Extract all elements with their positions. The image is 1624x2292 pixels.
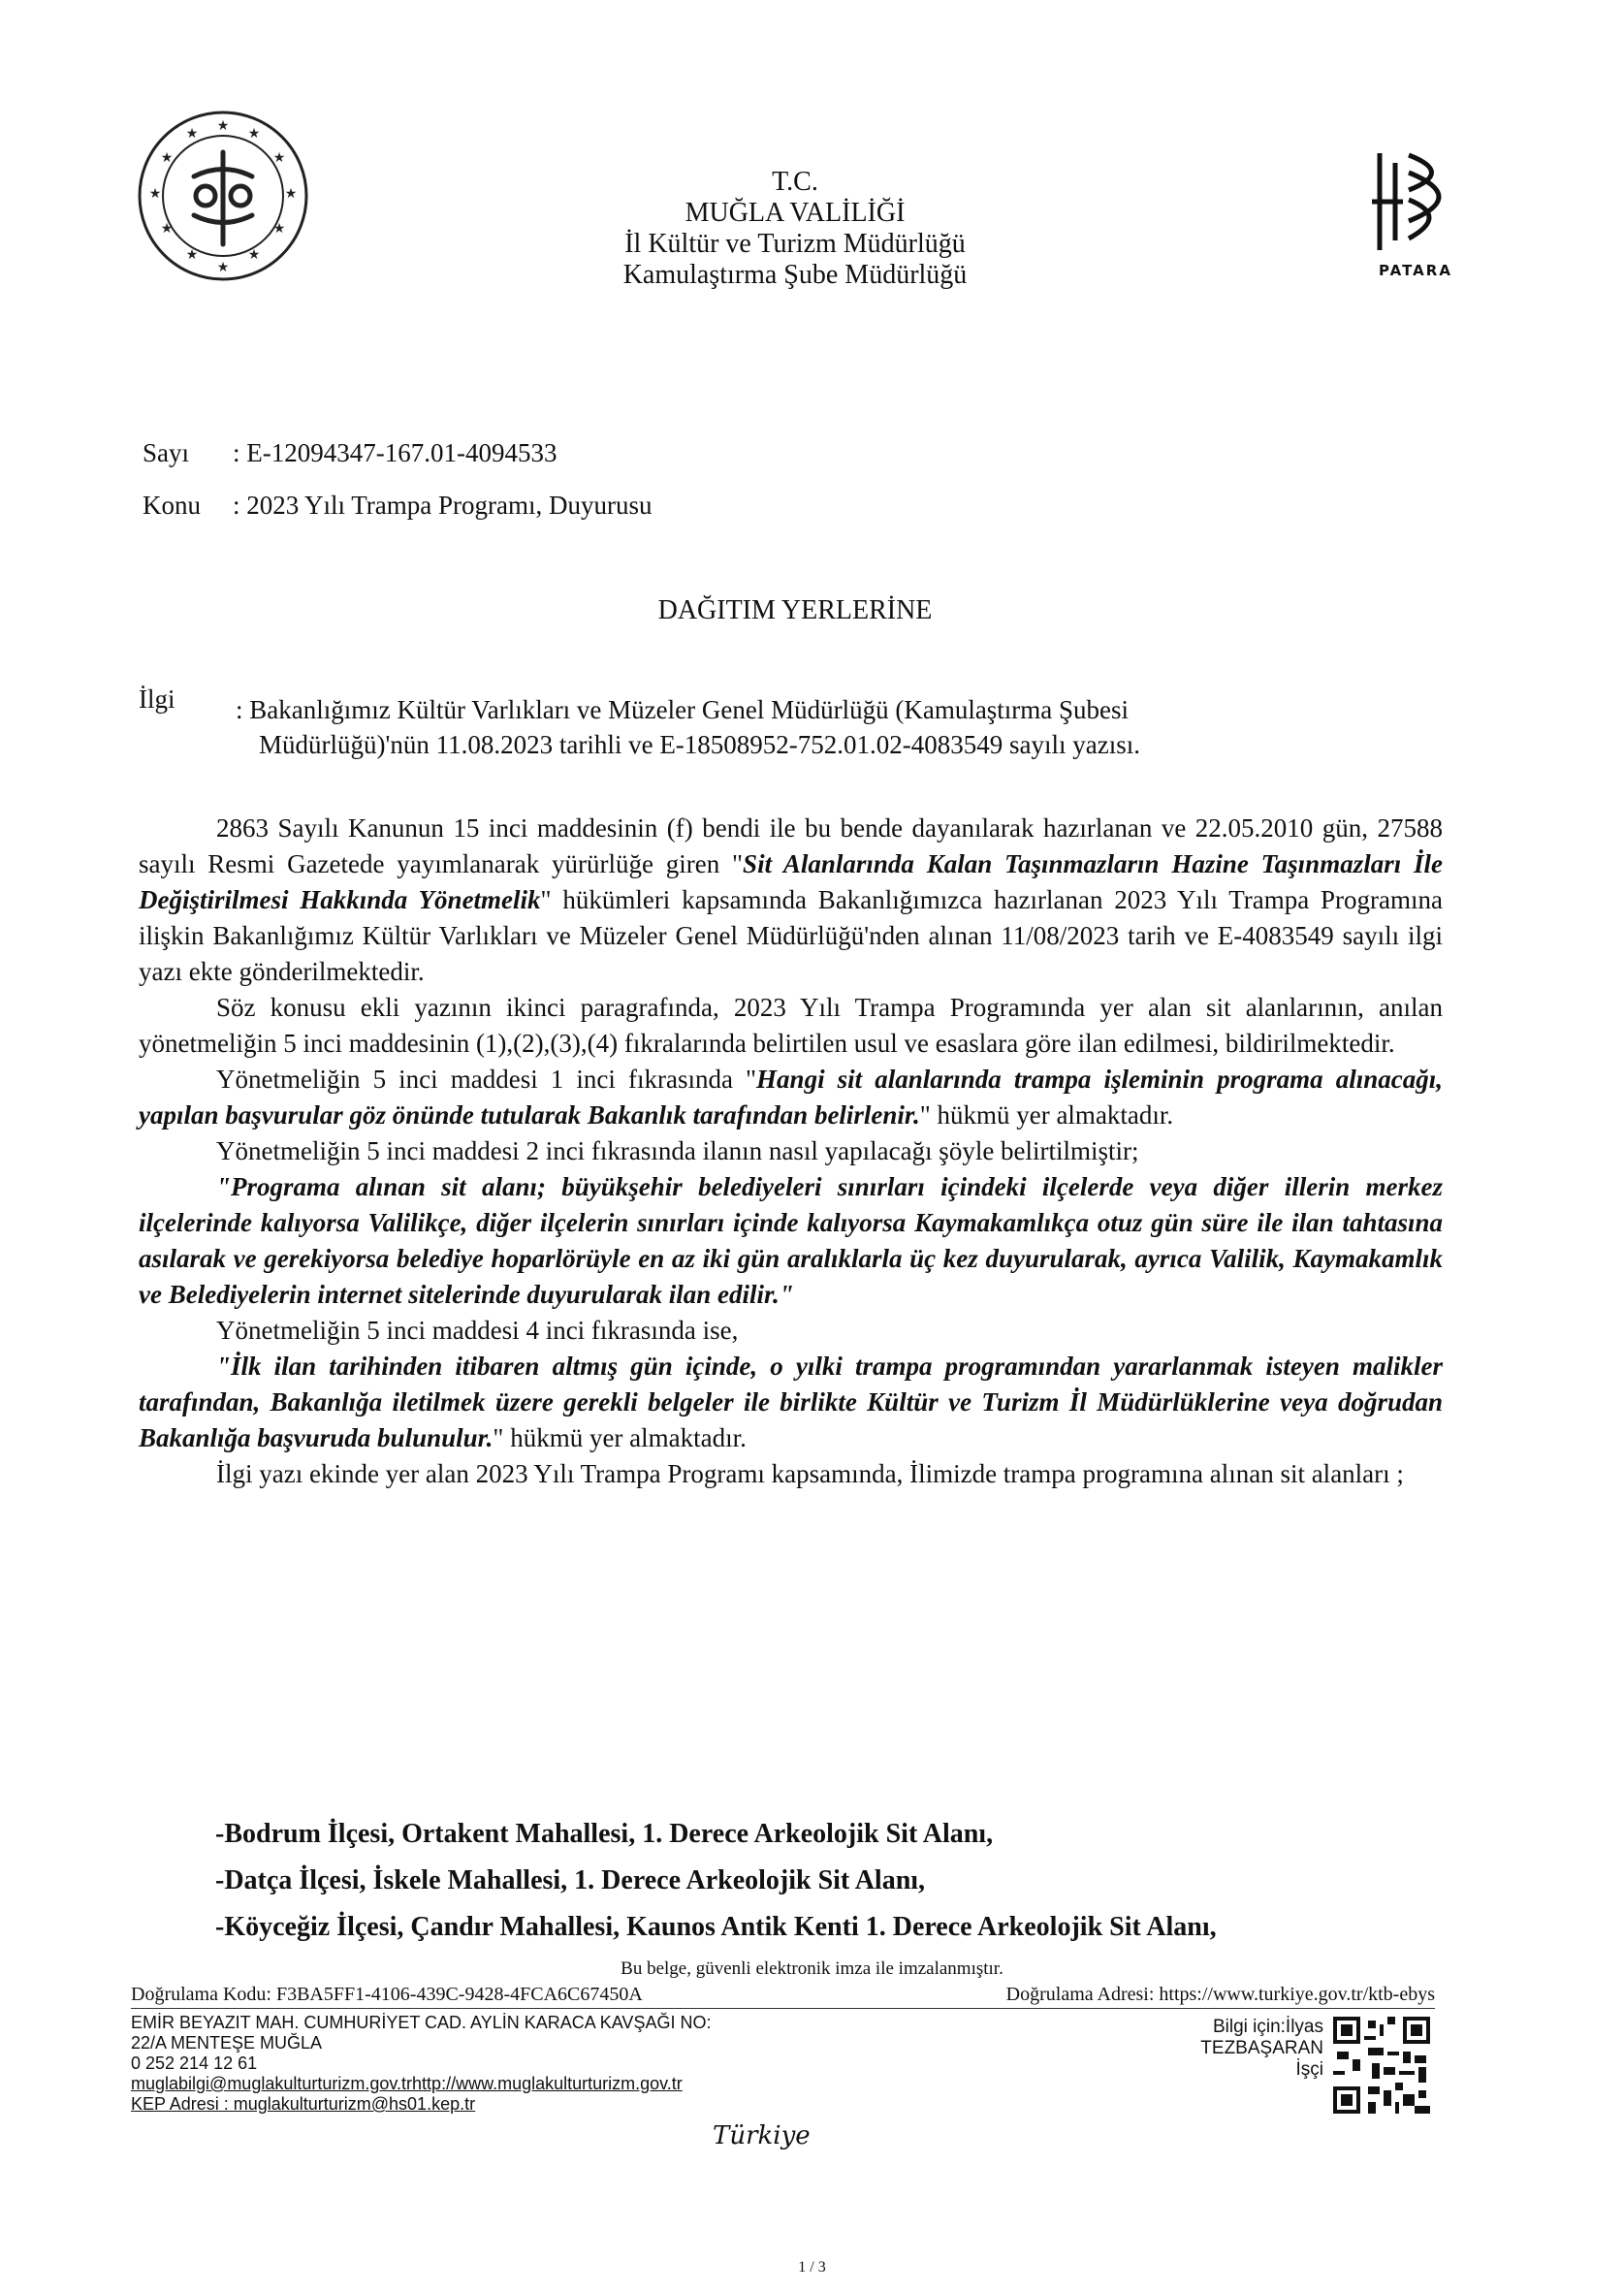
contact-line-2: TEZBAŞARAN — [1200, 2038, 1323, 2058]
paragraph-4: Yönetmeliğin 5 inci maddesi 2 inci fıkrasında ilanın nasıl yapılacağı şöyle belirtilmiştir; — [216, 1136, 1139, 1165]
kep-address[interactable]: KEP Adresi : muglakulturturizm@hs01.kep.tr — [131, 2094, 476, 2114]
p5-close-quote: " — [779, 1280, 794, 1309]
konu-label: Konu — [143, 491, 201, 520]
p1-text-c: " hükümleri kapsamında Bakanlığımızca hazırlanan 2023 Yılı Trampa Programına ilişkin Bakanlığımız Kültür Varlıkları ve Müzeler Genel Müdürlüğü'nden alınan 11/08/2023 tarih ve E-4083549 sayılı ilgi yazı ekte gönderilmektedir. — [139, 885, 1443, 986]
paragraph-8: İlgi yazı ekinde yer alan 2023 Yılı Trampa Programı kapsamında, İlimizde trampa programına alınan sit alanları ; — [216, 1459, 1404, 1488]
p5-quote: Programa alınan sit alanı; büyükşehir belediyeleri sınırları içindeki ilçelerde veya diğer illerin merkez ilçelerinde kalıyorsa Valilikçe, diğer ilçelerin sınırları içinde kalıyorsa Kaymakamlıkça otuz gün süre ile ilan tahtasına asılarak ve gerekiyorsa belediye hoparlörüyle en az iki gün aralıklarla üç kez duyurularak, ayrıca Valilik, Kaymakamlık ve Belediyelerin internet sitelerinde duyurularak ilan edilir. — [139, 1172, 1443, 1309]
p7-text-c: " hükmü yer almaktadır. — [493, 1423, 747, 1452]
header-tc: T.C. — [772, 167, 818, 197]
paragraph-5 — [139, 1169, 1443, 1313]
svg-text:★: ★ — [185, 247, 199, 263]
svg-text:★: ★ — [148, 186, 162, 202]
patara-logo-text: PATARA — [1379, 262, 1452, 279]
svg-text:★: ★ — [160, 221, 174, 237]
svg-text:★: ★ — [272, 221, 286, 237]
letterhead — [485, 167, 1105, 291]
letter-body — [139, 811, 1443, 1492]
p3-quote: Hangi sit alanlarında trampa işleminin programa alınacağı, yapılan başvurular göz önünde tutularak Bakanlık tarafından belirlenir. — [139, 1065, 1443, 1130]
phone-number: 0 252 214 12 61 — [131, 2053, 258, 2073]
header-governorship: MUĞLA VALİLİĞİ — [685, 198, 906, 228]
sayi-label: Sayı — [143, 438, 190, 467]
p7-open-quote: " — [216, 1352, 231, 1381]
paragraph-2: Söz konusu ekli yazının ikinci paragrafında, 2023 Yılı Trampa Programında yer alan sit alanlarının, anılan yönetmeliğin 5 inci maddesinin (1),(2),(3),(4) fıkralarında belirtilen usul ve esaslara göre ilan edilmesi, bildirilmektedir. — [139, 993, 1443, 1058]
site-item: -Köyceğiz İlçesi, Çandır Mahallesi, Kaunos Antik Kenti 1. Derece Arkeolojik Sit Alanı, — [215, 1912, 1217, 1942]
p7-quote: İlk ilan tarihinden itibaren altmış gün içinde, o yılki trampa programından yararlanmak isteyen malikler tarafından, Bakanlığa iletilmek üzere gerekli belgeler ile birlikte Kültür ve Turizm İl Müdürlüklerine veya doğrudan Bakanlığa başvuruda bulunulur. — [139, 1352, 1443, 1452]
p1-text-a: 2863 Sayılı Kanunun 15 inci maddesinin (f) bendi ile bu bende dayanılarak hazırlanan ve 22.05.2010 gün, 27588 sayılı Resmi Gazetede yayımlanarak yürürlüğe giren " — [139, 813, 1443, 878]
paragraph-6: Yönetmeliğin 5 inci maddesi 4 inci fıkrasında ise, — [216, 1316, 739, 1345]
ilgi-line-1: : Bakanlığımız Kültür Varlıkları ve Müzeler Genel Müdürlüğü (Kamulaştırma Şubesi — [236, 695, 1130, 724]
p3-text-c: " hükmü yer almaktadır. — [919, 1100, 1174, 1130]
p5-open-quote: " — [216, 1172, 231, 1201]
contact-line-1: Bilgi için:İlyas — [1212, 2017, 1323, 2037]
qr-code-icon[interactable] — [1333, 2017, 1430, 2114]
header-directorate: İl Kültür ve Turizm Müdürlüğü — [624, 229, 966, 259]
paragraph-1 — [139, 811, 1443, 990]
address-line-1: EMİR BEYAZIT MAH. CUMHURİYET CAD. AYLİN KARACA KAVŞAĞI NO: — [131, 2013, 712, 2032]
sayi-value: : E-12094347-167.01-4094533 — [233, 438, 557, 467]
p3-text-a: Yönetmeliğin 5 inci maddesi 1 inci fıkrasında " — [216, 1065, 757, 1094]
site-item: -Bodrum İlçesi, Ortakent Mahallesi, 1. Derece Arkeolojik Sit Alanı, — [215, 1819, 994, 1849]
svg-text:★: ★ — [216, 260, 230, 275]
header-branch: Kamulaştırma Şube Müdürlüğü — [622, 260, 968, 290]
contact-info — [1115, 2017, 1323, 2081]
svg-text:★: ★ — [247, 247, 261, 263]
svg-text:★: ★ — [272, 150, 286, 166]
footer-address — [131, 2013, 711, 2115]
ilgi-label: İlgi — [139, 684, 175, 714]
ilgi-text — [236, 692, 1302, 762]
patara-logo-icon — [1362, 143, 1469, 260]
recipient-heading: DAĞITIM YERLERİNE — [657, 595, 933, 625]
ilgi-line-2: Müdürlüğü)'nün 11.08.2023 tarihli ve E-18508952-752.01.02-4083549 sayılı yazısı. — [259, 730, 1141, 759]
patara-logo — [1362, 143, 1469, 289]
paragraph-7 — [139, 1349, 1443, 1456]
svg-text:★: ★ — [216, 118, 230, 134]
svg-text:★: ★ — [284, 186, 298, 202]
verification-bar — [131, 1984, 1435, 2009]
svg-text:★: ★ — [160, 150, 174, 166]
verification-code: Doğrulama Kodu: F3BA5FF1-4106-439C-9428-4FCA6C67450A — [131, 1984, 643, 2005]
p1-regulation-title: Sit Alanlarında Kalan Taşınmazların Hazine Taşınmazları İle Değiştirilmesi Hakkında Yönetmelik — [139, 849, 1443, 914]
contact-line-3: İşçi — [1295, 2059, 1323, 2080]
page-number: 1 / 3 — [798, 2259, 826, 2276]
address-line-2: 22/A MENTEŞE MUĞLA — [131, 2033, 323, 2053]
esign-note: Bu belge, güvenli elektronik imza ile imzalanmıştır. — [621, 1958, 1003, 1979]
turkiye-logo: Türkiye — [713, 2121, 811, 2150]
svg-text:★: ★ — [185, 126, 199, 142]
paragraph-3 — [139, 1062, 1443, 1133]
konu-value: : 2023 Yılı Trampa Programı, Duyurusu — [233, 491, 653, 520]
site-item: -Datça İlçesi, İskele Mahallesi, 1. Derece Arkeolojik Sit Alanı, — [215, 1865, 926, 1895]
email-web-link[interactable]: muglabilgi@muglakulturturizm.gov.trhttp://www.muglakulturturizm.gov.tr — [131, 2074, 683, 2093]
verification-address[interactable]: Doğrulama Adresi: https://www.turkiye.gov.tr/ktb-ebys — [1005, 1984, 1435, 2005]
ministry-seal-icon — [136, 109, 310, 283]
site-list — [215, 1811, 1217, 1951]
svg-text:★: ★ — [247, 126, 261, 142]
